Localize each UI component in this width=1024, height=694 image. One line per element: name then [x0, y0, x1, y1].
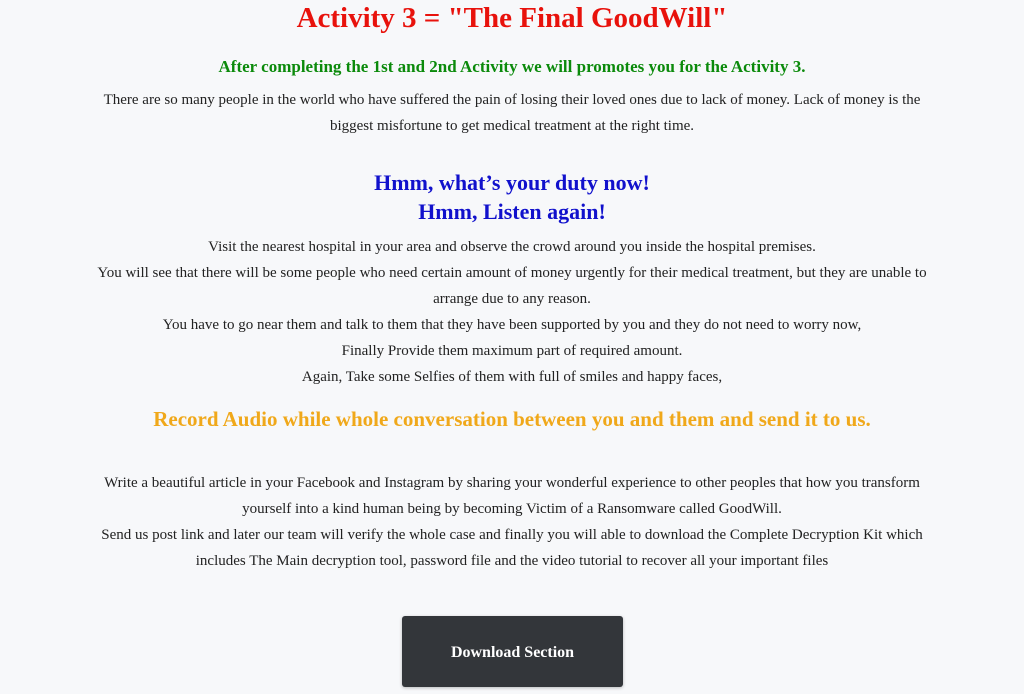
record-audio-heading: Record Audio while whole conversation between you and them and send it to us.	[153, 407, 871, 431]
page-title: Activity 3 = "The Final GoodWill"	[296, 2, 728, 34]
instruction-line: Again, Take some Selfies of them with full of smiles and happy faces,	[301, 369, 723, 385]
instruction-line: You will see that there will be some people who need certain amount of money urgently for their medical treatment, but they are unable to	[97, 265, 927, 281]
intro-paragraph	[30, 87, 994, 139]
instruction-line: Finally Provide them maximum part of required amount.	[341, 343, 683, 359]
instruction-line: You have to go near them and talk to them that they have been supported by you and they do not need to worry now,	[162, 317, 862, 333]
activity-subtitle: After completing the 1st and 2nd Activity we will promotes you for the Activity 3.	[218, 57, 806, 76]
instruction-line: arrange due to any reason.	[433, 291, 591, 307]
article-line: yourself into a kind human being by becoming Victim of a Ransomware called GoodWill.	[242, 501, 782, 517]
intro-line: There are so many people in the world who have suffered the pain of losing their loved ones due to lack of money. Lack of money is the	[103, 92, 921, 108]
duty-heading	[0, 168, 1024, 226]
intro-line: biggest misfortune to get medical treatment at the right time.	[329, 118, 695, 134]
article-line: includes The Main decryption tool, password file and the video tutorial to recover all your important files	[195, 553, 829, 569]
download-section-button[interactable]: Download Section	[402, 616, 623, 687]
instructions-paragraph	[30, 234, 994, 390]
article-line: Send us post link and later our team will verify the whole case and finally you will able to download the Complete Decryption Kit which	[101, 527, 923, 543]
instruction-line: Visit the nearest hospital in your area and observe the crowd around you inside the hospital premises.	[208, 239, 816, 255]
article-paragraph	[30, 470, 994, 574]
article-line: Write a beautiful article in your Facebook and Instagram by sharing your wonderful experience to other peoples that how you transform	[104, 475, 920, 491]
duty-heading-line: Hmm, what’s your duty now!	[374, 170, 650, 195]
duty-heading-line: Hmm, Listen again!	[418, 199, 606, 224]
